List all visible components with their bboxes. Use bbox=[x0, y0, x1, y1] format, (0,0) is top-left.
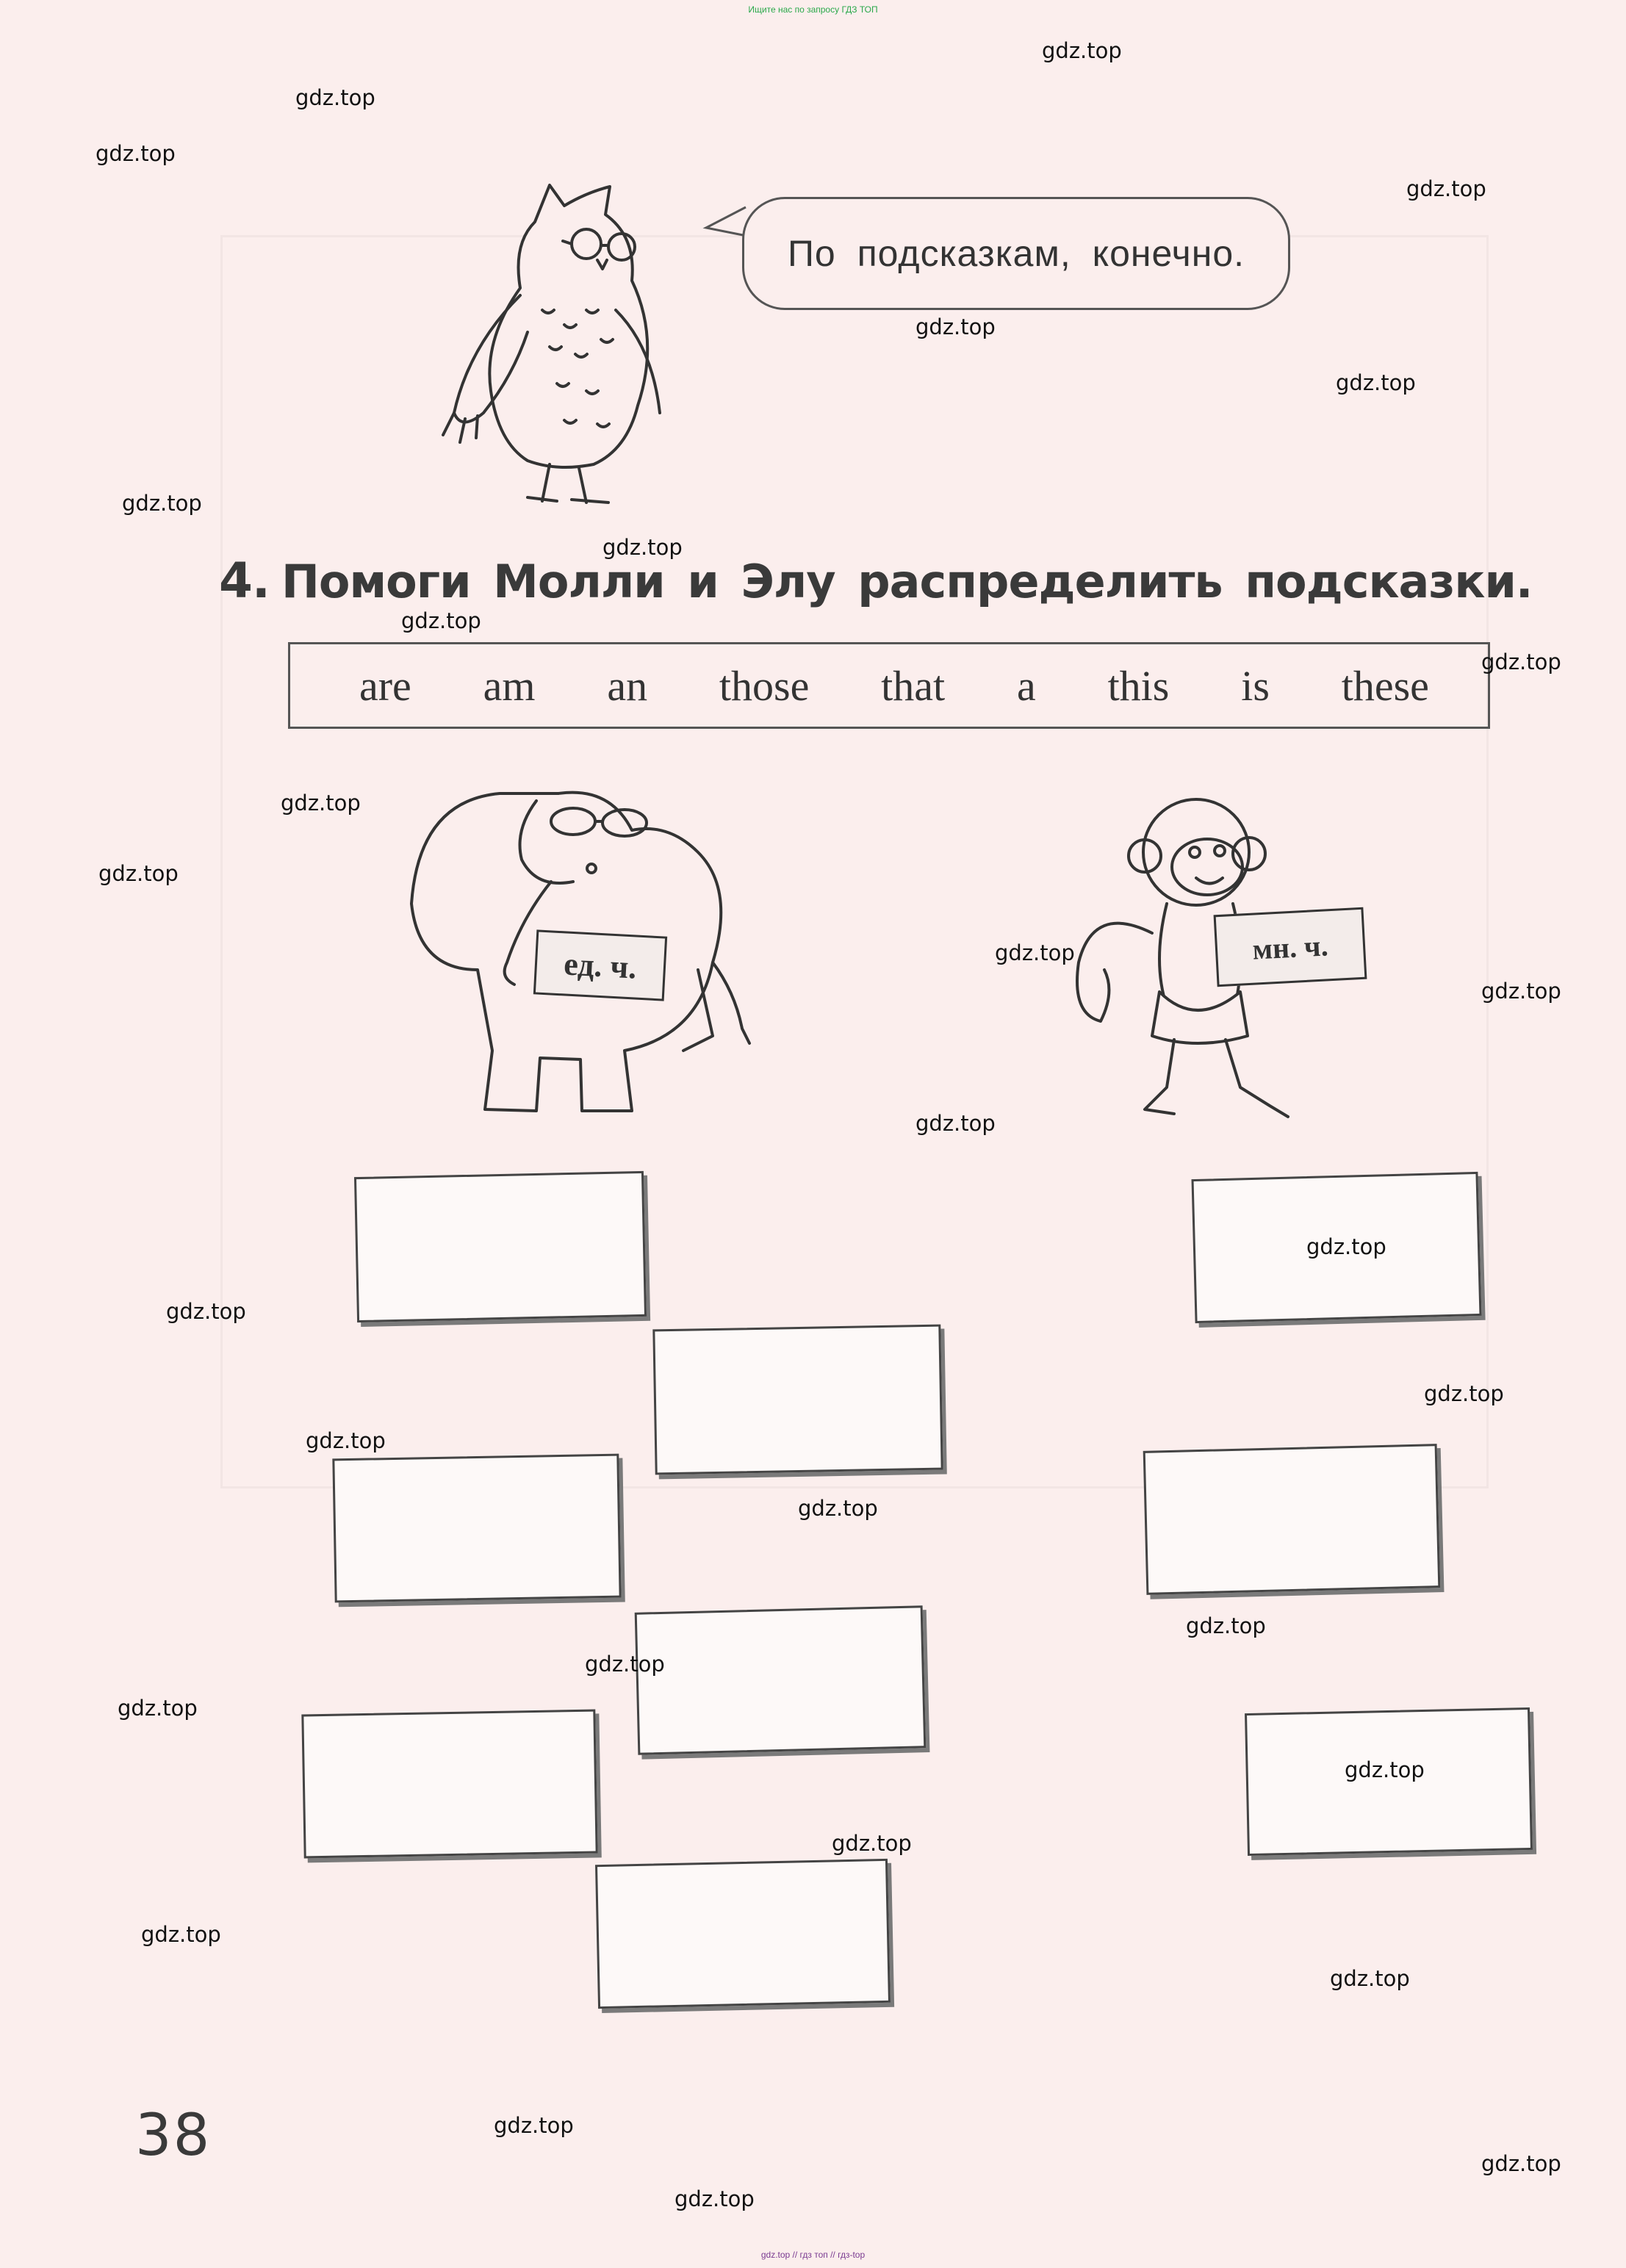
answer-card[interactable] bbox=[595, 1859, 891, 2009]
word-item[interactable]: that bbox=[881, 661, 946, 710]
watermark-text[interactable]: gdz.top bbox=[1306, 1234, 1386, 1259]
owl-speech-text: По подсказкам, конечно. bbox=[787, 233, 1245, 274]
watermark-text[interactable]: gdz.top bbox=[118, 1696, 198, 1721]
watermark-text[interactable]: gdz.top bbox=[166, 1299, 246, 1324]
watermark-text[interactable]: gdz.top bbox=[995, 940, 1075, 965]
word-item[interactable]: these bbox=[1341, 661, 1429, 710]
answer-card[interactable] bbox=[301, 1710, 597, 1859]
task-number: 4. bbox=[219, 552, 270, 609]
answer-card[interactable] bbox=[332, 1454, 621, 1603]
watermark-text[interactable]: gdz.top bbox=[798, 1496, 878, 1521]
word-item[interactable]: is bbox=[1241, 661, 1270, 710]
watermark-text[interactable]: gdz.top bbox=[98, 861, 179, 886]
elephant-sign bbox=[533, 929, 667, 1001]
watermark-text[interactable]: gdz.top bbox=[401, 608, 481, 633]
word-item[interactable]: a bbox=[1016, 661, 1036, 710]
watermark-text[interactable]: gdz.top bbox=[585, 1652, 665, 1677]
watermark-text[interactable]: gdz.top bbox=[1481, 979, 1561, 1004]
word-bank bbox=[288, 642, 1490, 729]
task-instruction: Помоги Молли и Элу распределить подсказки. bbox=[281, 555, 1533, 608]
elephant-sign-text: ед. ч. bbox=[563, 945, 638, 986]
word-item[interactable]: this bbox=[1107, 661, 1170, 710]
watermark-text[interactable]: gdz.top bbox=[1330, 1966, 1410, 1991]
task-title bbox=[219, 552, 1532, 609]
watermark-text[interactable]: gdz.top bbox=[96, 141, 176, 166]
page-number: 38 bbox=[135, 2103, 212, 2169]
watermark-text[interactable]: gdz.top bbox=[122, 491, 202, 516]
watermark-text[interactable]: gdz.top bbox=[281, 791, 361, 816]
watermark-text[interactable]: gdz.top bbox=[915, 314, 996, 339]
word-item[interactable]: those bbox=[719, 661, 810, 710]
watermark-text[interactable]: gdz.top bbox=[141, 1922, 221, 1947]
watermark-text[interactable]: gdz.top bbox=[1336, 370, 1416, 395]
word-item[interactable]: an bbox=[607, 661, 648, 710]
answer-card[interactable] bbox=[1143, 1444, 1441, 1595]
watermark-text[interactable]: gdz.top bbox=[1481, 649, 1561, 674]
watermark-text[interactable]: gdz.top bbox=[1042, 38, 1122, 63]
owl-illustration bbox=[439, 170, 682, 508]
watermark-text[interactable]: gdz.top bbox=[1424, 1381, 1504, 1406]
word-item[interactable]: are bbox=[359, 661, 411, 710]
answer-card[interactable] bbox=[635, 1605, 927, 1755]
watermark-text[interactable]: gdz.top bbox=[602, 535, 683, 560]
watermark-text[interactable]: gdz.top bbox=[915, 1111, 996, 1136]
watermark-text[interactable]: gdz.top bbox=[295, 85, 375, 110]
answer-card[interactable] bbox=[354, 1171, 647, 1322]
monkey-sign bbox=[1214, 907, 1367, 987]
top-banner[interactable]: Ищите нас по запросу ГДЗ ТОП bbox=[748, 4, 878, 15]
word-item[interactable]: am bbox=[483, 661, 536, 710]
watermark-text[interactable]: gdz.top bbox=[1406, 176, 1486, 201]
bottom-banner[interactable]: gdz.top // гдз топ // гдз-top bbox=[760, 2250, 866, 2260]
watermark-text[interactable]: gdz.top bbox=[1481, 2151, 1561, 2176]
watermark-text[interactable]: gdz.top bbox=[306, 1428, 386, 1453]
watermark-text[interactable]: gdz.top bbox=[674, 2186, 755, 2211]
watermark-text[interactable]: gdz.top bbox=[494, 2113, 574, 2138]
watermark-text[interactable]: gdz.top bbox=[1186, 1613, 1266, 1638]
monkey-sign-text: мн. ч. bbox=[1251, 928, 1329, 966]
answer-card[interactable] bbox=[652, 1325, 943, 1475]
watermark-text[interactable]: gdz.top bbox=[1345, 1757, 1425, 1782]
watermark-text[interactable]: gdz.top bbox=[832, 1831, 912, 1856]
owl-speech-bubble bbox=[742, 197, 1290, 310]
